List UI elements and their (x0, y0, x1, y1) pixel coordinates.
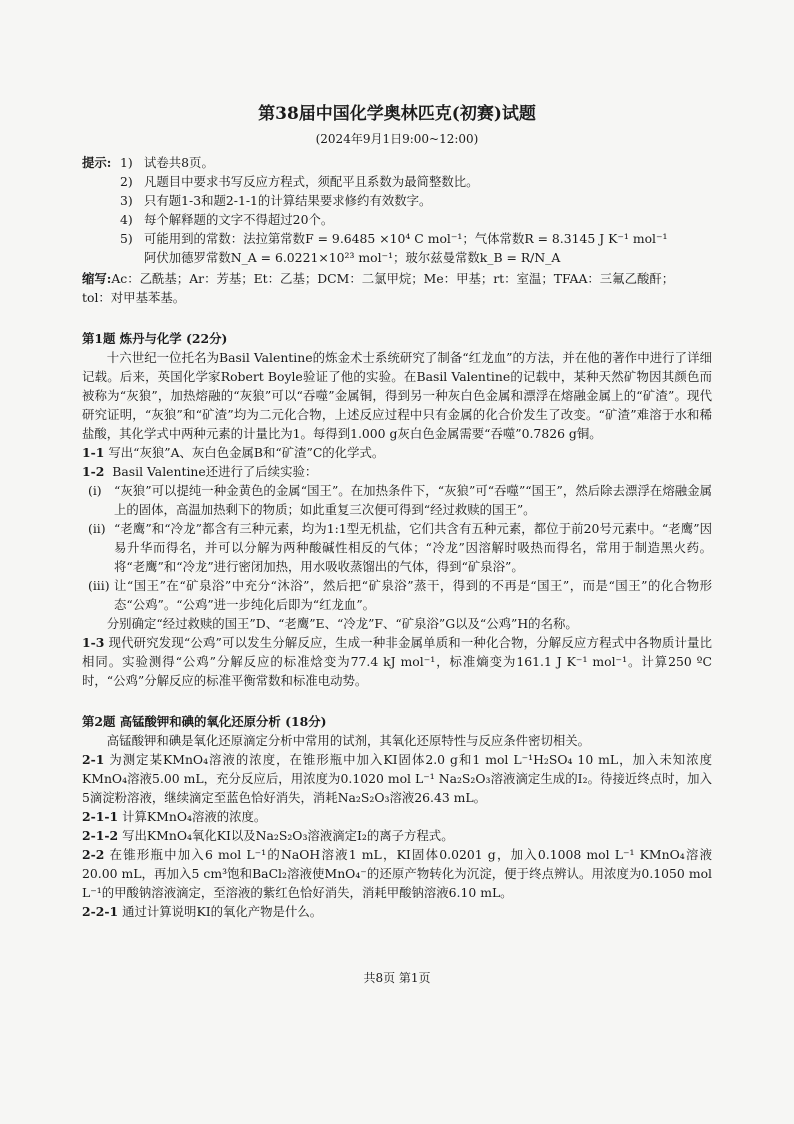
sub-item-ii (82, 519, 712, 576)
question-2-1 (82, 750, 712, 807)
problem-1-title: 第1题 炼丹与化学 (22分) (82, 331, 228, 346)
abbreviations-line-2: tol：对甲基苯基。 (82, 290, 186, 305)
question-1-2-instruction: 分别确定“经过救赎的国王”D、“老鹰”E、“冷龙”F、“矿泉浴”G以及“公鸡”H的名称。 (106, 616, 578, 631)
sub-item-text: “灰狼”可以提纯一种金黄色的金属“国王”。在加热条件下，“灰狼”可“吞噬”“国王”，然后除去漂浮在熔融金属上的固体，高温加热剩下的物质；如此重复三次便可得到“经过救赎的国王”。 (114, 483, 712, 517)
question-text: 现代研究发现“公鸡”可以发生分解反应，生成一种非金属单质和一种化合物，分解反应方程式中各物质计量比相同。实验测得“公鸡”分解反应的标准焓变为77.4 kJ mol⁻¹，标准熵变为161.1 J K⁻¹ mol⁻¹。计算250 ºC时，“公鸡”分解反应的标准平衡常数和标准电动势。 (82, 635, 712, 688)
question-number: 2-1 (82, 752, 105, 767)
tip-text: 试卷共8页。 (144, 155, 214, 170)
tip-text: 每个解释题的文字不得超过20个。 (144, 212, 334, 227)
question-text: 写出KMnO₄氧化KI以及Na₂S₂O₃溶液滴定I₂的离子方程式。 (122, 828, 454, 843)
tip-number: 5) (120, 231, 133, 246)
abbreviations-line-1: Ac：乙酰基；Ar：芳基；Et：乙基；DCM：二氯甲烷；Me：甲基；rt：室温；TFAA：三氟乙酸酐； (111, 271, 675, 286)
question-text: Basil Valentine还进行了后续实验： (112, 464, 318, 479)
sub-item-number: (iii) (88, 578, 110, 593)
tip-number: 1) (120, 155, 133, 170)
abbreviations (82, 269, 712, 307)
problem-1-intro: 十六世纪一位托名为Basil Valentine的炼金术士系统研究了制备“红龙血”的方法，并在他的著作中进行了详细记载。后来，英国化学家Robert Boyle验证了他的实验。在Basil Valentine的记载中，某种天然矿物因其颜色而被称为“灰狼”，加热熔融的“灰狼”可以“吞噬”金属铜，得到另一种灰白色金属和漂浮在熔融金属上的“矿渣”。现代研究证明，“灰狼”和“矿渣”均为二元化合物，上述反应过程中只有金属的化合价发生了改变。“矿渣”难溶于水和稀盐酸，其化学式中两种元素的计量比为1。每得到1.000 g灰白色金属需要“吞噬”0.7826 g铜。 (82, 350, 712, 441)
question-number: 1-1 (82, 445, 105, 460)
question-number: 1-3 (82, 635, 105, 650)
question-2-2-1 (82, 902, 712, 921)
question-number: 2-2-1 (82, 904, 119, 919)
sub-item-number: (i) (88, 483, 102, 498)
question-number: 2-1-1 (82, 809, 119, 824)
tip-item (120, 210, 712, 229)
tips-label: 提示: (82, 155, 112, 170)
sub-item-text: “老鹰”和“冷龙”都含有三种元素，均为1:1型无机盐，它们共含有五种元素，都位于前20号元素中。“老鹰”因易升华而得名，并可以分解为两种酸碱性相反的气体；“冷龙”因溶解时吸热而得名，常用于制造黑火药。将“老鹰”和“冷龙”进行密闭加热，用水吸收蒸馏出的气体，得到“矿泉浴”。 (114, 521, 712, 574)
abbreviations-label: 缩写: (82, 271, 112, 286)
question-text: 通过计算说明KI的氧化产物是什么。 (122, 904, 323, 919)
tips-list (120, 153, 712, 267)
question-text: 在锥形瓶中加入6 mol L⁻¹的NaOH溶液1 mL，KI固体0.0201 g，加入0.1008 mol L⁻¹ KMnO₄溶液 20.00 mL，再加入5 cm³饱和BaCl₂溶液使MnO₄⁻的还原产物转化为沉淀，便于终点辨认。用浓度为0.1050 mol L⁻¹的甲酸钠溶液滴定，至溶液的紫红色恰好消失，消耗甲酸钠溶液6.10 mL。 (82, 847, 712, 900)
question-text: 写出“灰狼”A、灰白色金属B和“矿渣”C的化学式。 (108, 445, 385, 460)
question-2-1-1 (82, 807, 712, 826)
tip-number: 4) (120, 212, 133, 227)
problem-2-intro: 高锰酸钾和碘是氧化还原滴定分析中常用的试剂，其氧化还原特性与反应条件密切相关。 (106, 733, 591, 748)
question-1-3 (82, 633, 712, 690)
tip-text: 凡题目中要求书写反应方程式，须配平且系数为最简整数比。 (144, 174, 479, 189)
question-number: 2-2 (82, 847, 105, 862)
tip-item (120, 191, 712, 210)
tip-item (120, 229, 712, 248)
tip-item (120, 153, 712, 172)
tip-text: 可能用到的常数：法拉第常数F = 9.6485 ×10⁴ C mol⁻¹；气体常数R = 8.3145 J K⁻¹ mol⁻¹ (144, 231, 668, 246)
problem-2-title: 第2题 高锰酸钾和碘的氧化还原分析 (18分) (82, 714, 327, 729)
tip-text: 只有题1-3和题2-1-1的计算结果要求修约有效数字。 (144, 193, 432, 208)
exam-date: (2024年9月1日9:00~12:00) (315, 132, 479, 146)
page-title: 第38届中国化学奥林匹克(初赛)试题 (258, 104, 536, 124)
page-footer: 共8页 第1页 (363, 971, 431, 985)
question-text: 计算KMnO₄溶液的浓度。 (122, 809, 267, 824)
sub-item-number: (ii) (88, 521, 106, 536)
tip-number: 3) (120, 193, 133, 208)
question-1-2 (82, 462, 712, 481)
tip-number: 2) (120, 174, 133, 189)
sub-item-iii (82, 576, 712, 614)
question-number: 2-1-2 (82, 828, 119, 843)
sub-item-text: 让“国王”在“矿泉浴”中充分“沐浴”，然后把“矿泉浴”蒸干，得到的不再是“国王”，而是“国王”的化合物形态“公鸡”。“公鸡”进一步纯化后即为“红龙血”。 (114, 578, 712, 612)
tip-item (120, 172, 712, 191)
question-1-1 (82, 443, 712, 462)
question-2-2 (82, 845, 712, 902)
sub-item-i (82, 481, 712, 519)
question-text: 为测定某KMnO₄溶液的浓度，在锥形瓶中加入KI固体2.0 g和1 mol L⁻¹H₂SO₄ 10 mL，加入未知浓度KMnO₄溶液5.00 mL，充分反应后，用浓度为0.1020 mol L⁻¹ Na₂S₂O₃溶液滴定生成的I₂。待接近终点时，加入5滴淀粉溶液，继续滴定至蓝色恰好消失，消耗Na₂S₂O₃溶液26.43 mL。 (82, 752, 712, 805)
tips-block (82, 153, 712, 267)
question-2-1-2 (82, 826, 712, 845)
question-number: 1-2 (82, 464, 105, 479)
tip-constants-continued: 阿伏加德罗常数N_A = 6.0221×10²³ mol⁻¹；玻尔兹曼常数k_B = R/N_A (144, 250, 561, 265)
